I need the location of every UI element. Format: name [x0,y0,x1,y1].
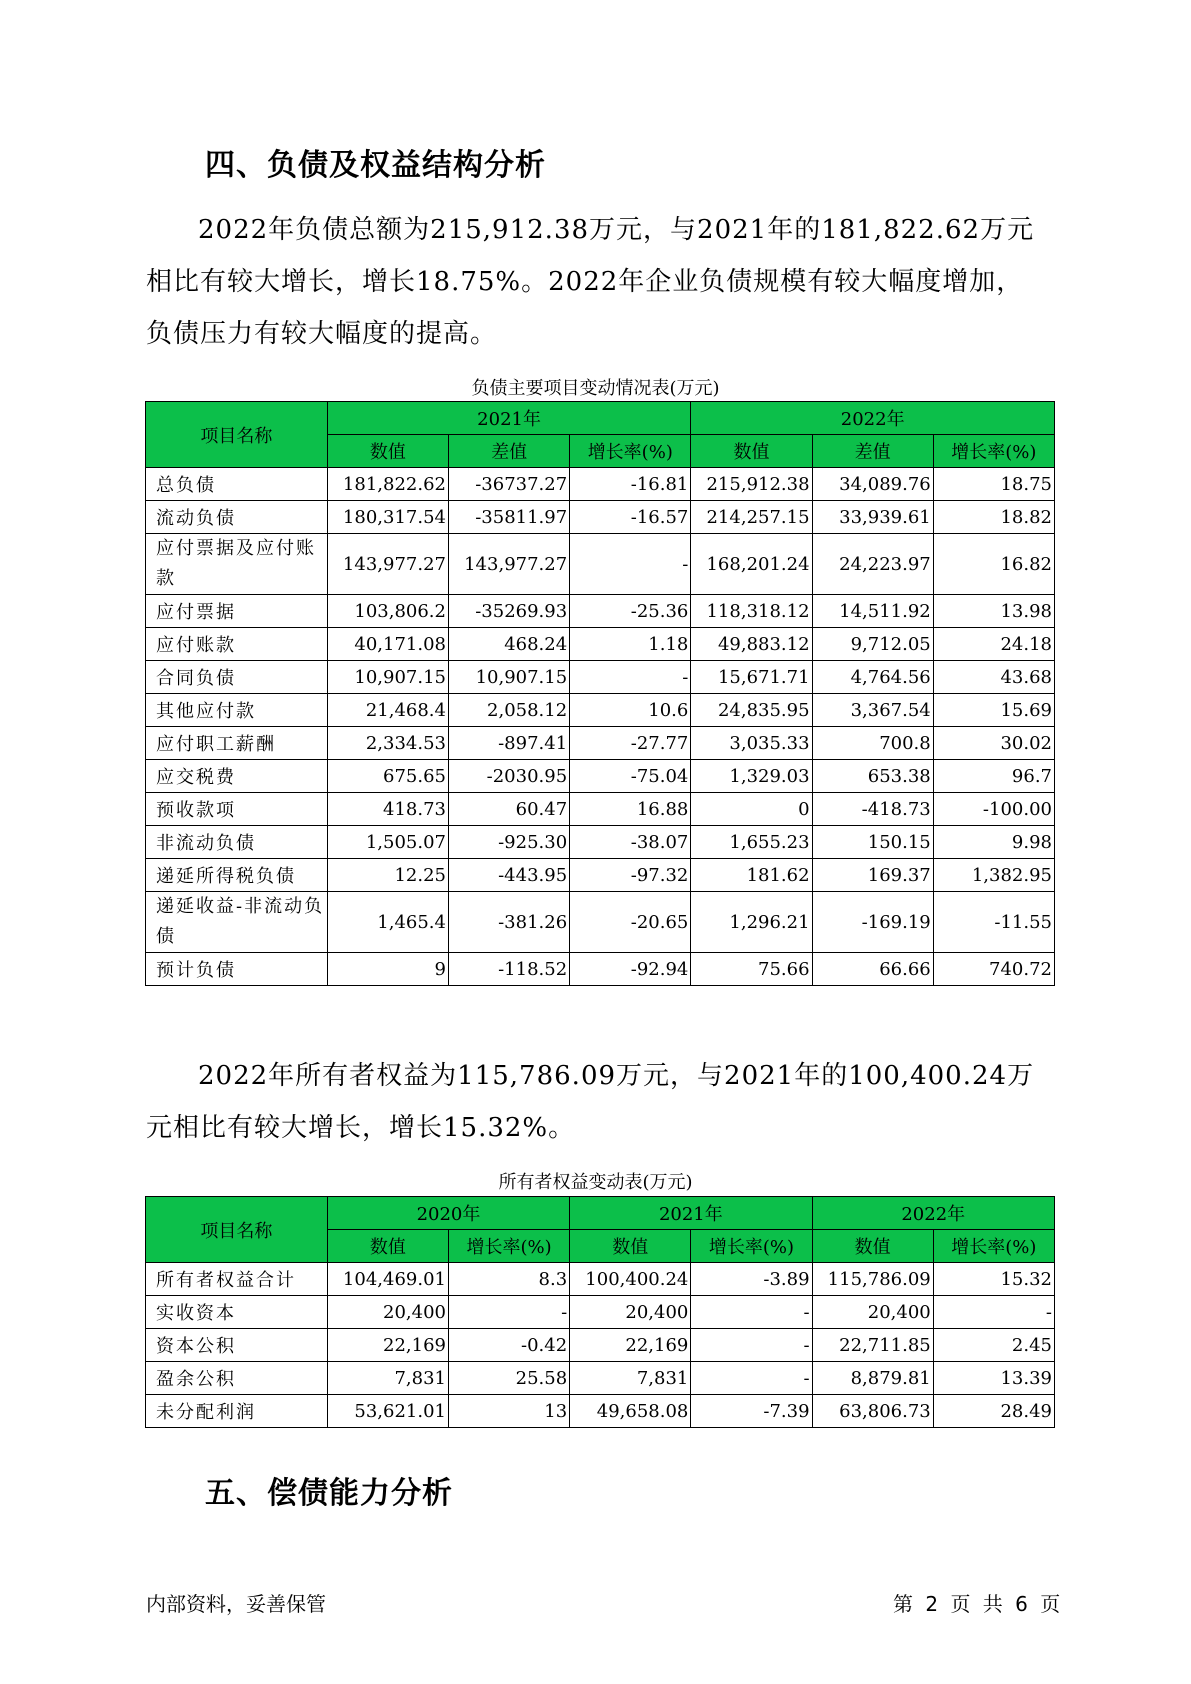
table-cell: 418.73 [327,793,448,826]
table-cell: 33,939.61 [812,501,933,534]
table-cell: 20,400 [327,1296,448,1329]
table-cell: 143,977.27 [448,534,569,595]
table-row [146,826,1055,859]
table1-caption: 负债主要项目变动情况表(万元) [471,378,720,399]
liability-paragraph [146,204,1046,360]
table-row [146,1362,1055,1395]
table-cell: 49,883.12 [691,628,812,661]
table-row [146,595,1055,628]
table-cell: 700.8 [812,727,933,760]
table-cell: 10,907.15 [448,661,569,694]
equity-table [145,1196,1055,1428]
table-cell: 8.3 [448,1263,569,1296]
table-cell: 103,806.2 [327,595,448,628]
table-cell: 7,831 [327,1362,448,1395]
table-cell: 4,764.56 [812,661,933,694]
table-row [146,628,1055,661]
table-cell: 30.02 [933,727,1054,760]
table-cell: 40,171.08 [327,628,448,661]
table-cell: 20,400 [570,1296,691,1329]
table-cell: 60.47 [448,793,569,826]
table2-subheader: 数值 [570,1230,691,1263]
table1-subheader: 增长率(%) [570,435,691,468]
table-cell: 22,169 [327,1329,448,1362]
table-cell: 215,912.38 [691,468,812,501]
section-heading-5: 五、偿债能力分析 [205,1476,453,1511]
table-row [146,1329,1055,1362]
table-cell: -3.89 [691,1263,812,1296]
table1-subheader: 增长率(%) [933,435,1054,468]
table-cell: 115,786.09 [812,1263,933,1296]
table-cell: -2030.95 [448,760,569,793]
table-cell: 143,977.27 [327,534,448,595]
table2-subheader: 增长率(%) [448,1230,569,1263]
table-cell: 15.32 [933,1263,1054,1296]
table-cell: -100.00 [933,793,1054,826]
table-cell: 180,317.54 [327,501,448,534]
table-cell: -27.77 [570,727,691,760]
table-cell: 15.69 [933,694,1054,727]
table-row [146,953,1055,986]
table-cell: -75.04 [570,760,691,793]
table-cell: 100,400.24 [570,1263,691,1296]
table2-caption: 所有者权益变动表(万元) [498,1172,693,1193]
table-row [146,661,1055,694]
table-cell: - [691,1329,812,1362]
table-cell: - [691,1362,812,1395]
table-cell: -16.81 [570,468,691,501]
table-cell: 14,511.92 [812,595,933,628]
table-cell: 13.98 [933,595,1054,628]
table1-subheader: 差值 [448,435,569,468]
table-cell: 0 [691,793,812,826]
table-cell: 66.66 [812,953,933,986]
table-cell: - [570,661,691,694]
table-cell: 24,223.97 [812,534,933,595]
table-cell: 118,318.12 [691,595,812,628]
table-cell: 12.25 [327,859,448,892]
table-cell: - [691,1296,812,1329]
table2-subheader: 数值 [327,1230,448,1263]
table-cell: -0.42 [448,1329,569,1362]
table-cell: 150.15 [812,826,933,859]
row-label: 应付职工薪酬 [146,727,328,760]
table-row [146,793,1055,826]
table-cell: 25.58 [448,1362,569,1395]
table-cell: 468.24 [448,628,569,661]
table-cell: -35269.93 [448,595,569,628]
table-cell: 1.18 [570,628,691,661]
table-cell: 2.45 [933,1329,1054,1362]
table-cell: -11.55 [933,892,1054,953]
table-cell: -38.07 [570,826,691,859]
table2-subheader: 数值 [812,1230,933,1263]
row-label: 递延收益-非流动负债 [146,892,328,953]
table-cell: -16.57 [570,501,691,534]
table2-name-header: 项目名称 [146,1197,328,1263]
table-cell: -25.36 [570,595,691,628]
row-label: 应交税费 [146,760,328,793]
table-cell: -97.32 [570,859,691,892]
table-row [146,694,1055,727]
table-cell: 7,831 [570,1362,691,1395]
table-cell: 1,465.4 [327,892,448,953]
table-cell: 10,907.15 [327,661,448,694]
row-label: 应付账款 [146,628,328,661]
table-cell: 96.7 [933,760,1054,793]
row-label: 应付票据 [146,595,328,628]
equity-paragraph-text: 2022年所有者权益为115,786.09万元，与2021年的100,400.24万元相比有较大增长，增长15.32%。 [146,1061,1035,1143]
row-label: 盈余公积 [146,1362,328,1395]
table-cell: 21,468.4 [327,694,448,727]
row-label: 递延所得税负债 [146,859,328,892]
liability-table [145,401,1055,986]
table-row [146,1263,1055,1296]
table-row [146,859,1055,892]
row-label: 非流动负债 [146,826,328,859]
table1-year-header: 2022年 [691,402,1055,435]
table-cell: - [448,1296,569,1329]
row-label: 实收资本 [146,1296,328,1329]
table-row [146,892,1055,953]
equity-paragraph [146,1050,1046,1154]
table-cell: 22,711.85 [812,1329,933,1362]
row-label: 总负债 [146,468,328,501]
table-cell: 9 [327,953,448,986]
table1-subheader: 数值 [691,435,812,468]
section-heading-4: 四、负债及权益结构分析 [205,148,546,183]
table-cell: 24.18 [933,628,1054,661]
table-cell: 13 [448,1395,569,1428]
table-cell: 63,806.73 [812,1395,933,1428]
table1-subheader: 数值 [327,435,448,468]
row-label: 预计负债 [146,953,328,986]
table-cell: 10.6 [570,694,691,727]
table-cell: 9.98 [933,826,1054,859]
table-cell: -381.26 [448,892,569,953]
table-cell: -897.41 [448,727,569,760]
table-row [146,501,1055,534]
table-cell: 15,671.71 [691,661,812,694]
table-row [146,1395,1055,1428]
table-cell: 653.38 [812,760,933,793]
row-label: 合同负债 [146,661,328,694]
row-label: 流动负债 [146,501,328,534]
table-cell: -36737.27 [448,468,569,501]
table-cell: 22,169 [570,1329,691,1362]
table-cell: 24,835.95 [691,694,812,727]
row-label: 预收款项 [146,793,328,826]
table-cell: 53,621.01 [327,1395,448,1428]
table-cell: 3,035.33 [691,727,812,760]
table-cell: 675.65 [327,760,448,793]
table-cell: 20,400 [812,1296,933,1329]
table-cell: 43.68 [933,661,1054,694]
table-cell: 16.82 [933,534,1054,595]
footer-page-number: 第 2 页 共 6 页 [893,1592,1061,1616]
table-cell: 104,469.01 [327,1263,448,1296]
table-cell: 1,505.07 [327,826,448,859]
table-cell: 169.37 [812,859,933,892]
table-cell: 1,382.95 [933,859,1054,892]
footer-confidential-note: 内部资料，妥善保管 [146,1592,326,1616]
table2-year-header: 2020年 [327,1197,569,1230]
table-cell: 1,329.03 [691,760,812,793]
table-cell: 181.62 [691,859,812,892]
table-cell: 28.49 [933,1395,1054,1428]
table-cell: -20.65 [570,892,691,953]
table-cell: 2,058.12 [448,694,569,727]
table-cell: -35811.97 [448,501,569,534]
table-cell: 49,658.08 [570,1395,691,1428]
table-row [146,760,1055,793]
table-cell: 8,879.81 [812,1362,933,1395]
table2-subheader: 增长率(%) [691,1230,812,1263]
table1-subheader: 差值 [812,435,933,468]
table-cell: -418.73 [812,793,933,826]
table-cell: 181,822.62 [327,468,448,501]
table1-name-header: 项目名称 [146,402,328,468]
table-cell: 16.88 [570,793,691,826]
row-label: 其他应付款 [146,694,328,727]
table-cell: 168,201.24 [691,534,812,595]
table-cell: 13.39 [933,1362,1054,1395]
table-cell: - [933,1296,1054,1329]
table-cell: -443.95 [448,859,569,892]
table2-subheader: 增长率(%) [933,1230,1054,1263]
table-cell: -925.30 [448,826,569,859]
table2-year-header: 2021年 [570,1197,812,1230]
table-cell: 75.66 [691,953,812,986]
table-cell: 3,367.54 [812,694,933,727]
table-row [146,1296,1055,1329]
table-cell: 18.82 [933,501,1054,534]
liability-paragraph-text: 2022年负债总额为215,912.38万元，与2021年的181,822.62万元相比有较大增长，增长18.75%。2022年企业负债规模有较大幅度增加，负债压力有较大幅度的提高。 [146,215,1035,349]
table-cell: 2,334.53 [327,727,448,760]
table-row [146,468,1055,501]
row-label: 资本公积 [146,1329,328,1362]
table-cell: 1,655.23 [691,826,812,859]
table-cell: 214,257.15 [691,501,812,534]
table-cell: -92.94 [570,953,691,986]
table-row [146,534,1055,595]
table-row [146,727,1055,760]
table-cell: 740.72 [933,953,1054,986]
table-cell: -169.19 [812,892,933,953]
table-cell: 34,089.76 [812,468,933,501]
table2-year-header: 2022年 [812,1197,1054,1230]
table-cell: 1,296.21 [691,892,812,953]
table1-year-header: 2021年 [327,402,691,435]
row-label: 未分配利润 [146,1395,328,1428]
table-cell: - [570,534,691,595]
row-label: 应付票据及应付账款 [146,534,328,595]
table-cell: 18.75 [933,468,1054,501]
row-label: 所有者权益合计 [146,1263,328,1296]
table-cell: 9,712.05 [812,628,933,661]
table-cell: -118.52 [448,953,569,986]
table-cell: -7.39 [691,1395,812,1428]
